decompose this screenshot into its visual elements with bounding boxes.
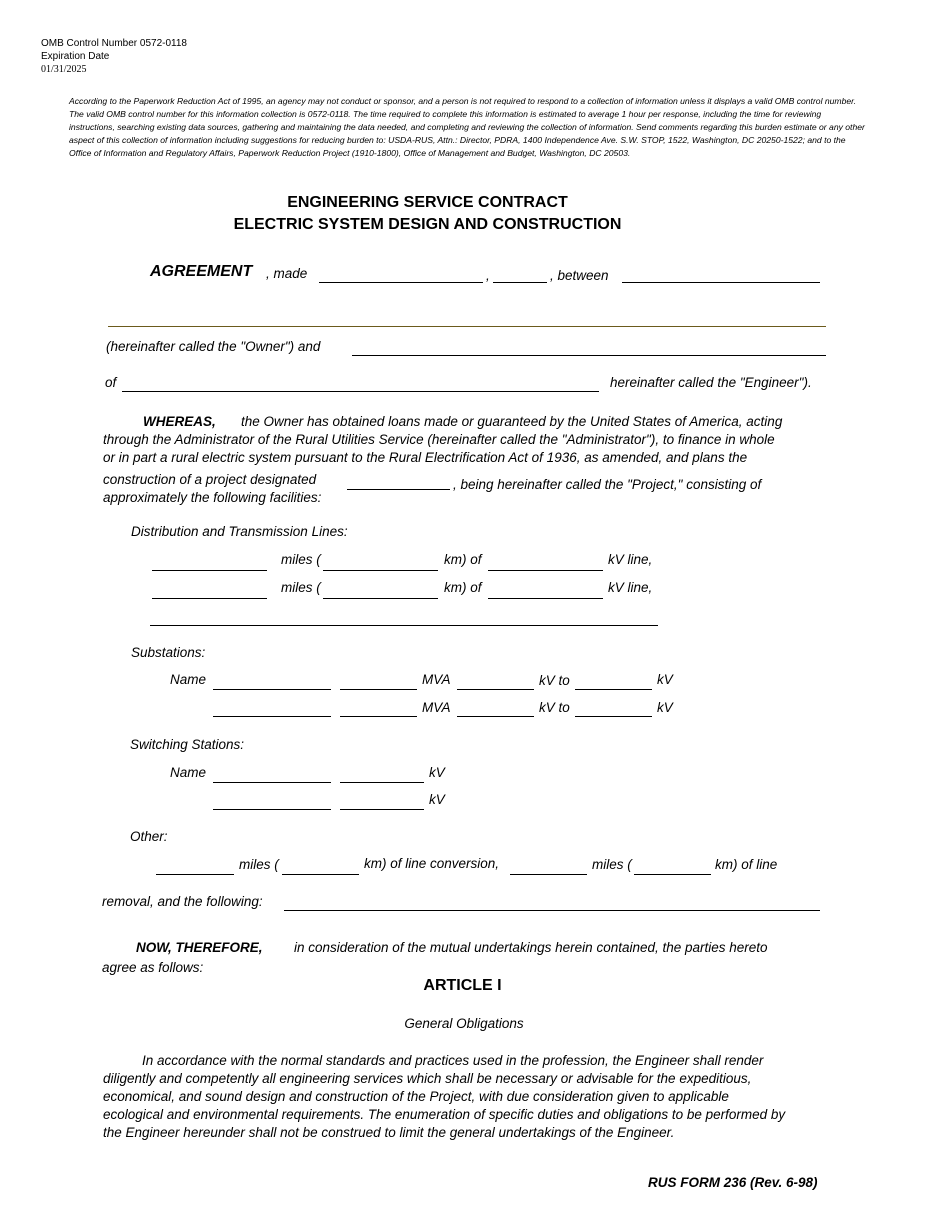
- line1-km-field[interactable]: [323, 570, 438, 571]
- conversion-miles-field[interactable]: [156, 874, 234, 875]
- removal-km-field[interactable]: [634, 874, 711, 875]
- removal-miles-label: miles (: [592, 857, 632, 872]
- conversion-miles-label: miles (: [239, 857, 279, 872]
- switching-heading: Switching Stations:: [130, 737, 245, 752]
- title-line-1: ENGINEERING SERVICE CONTRACT: [287, 194, 568, 211]
- removal-miles-field[interactable]: [510, 874, 587, 875]
- article-title: ARTICLE I: [423, 977, 502, 994]
- line1-miles-field[interactable]: [152, 570, 267, 571]
- switching1-name-field[interactable]: [213, 782, 331, 783]
- engineer-name-field[interactable]: [352, 355, 826, 356]
- substation2-name-field[interactable]: [213, 716, 331, 717]
- switching2-name-field[interactable]: [213, 809, 331, 810]
- substation2-kv-to-label: kV to: [539, 700, 570, 715]
- expiration-date: 01/31/2025: [41, 64, 87, 75]
- distribution-heading: Distribution and Transmission Lines:: [131, 524, 348, 539]
- substation1-name-field[interactable]: [213, 689, 331, 690]
- other-facilities-field[interactable]: [284, 910, 820, 911]
- substations-heading: Substations:: [131, 645, 206, 660]
- substation1-kv-from-field[interactable]: [457, 689, 534, 690]
- substation1-kv-to-label: kV to: [539, 673, 570, 688]
- other-heading: Other:: [130, 829, 168, 844]
- whereas-line-5: approximately the following facilities:: [103, 490, 322, 505]
- substation1-kv-label: kV: [657, 672, 673, 687]
- whereas-line-4b: , being hereinafter called the "Project," consisting of: [453, 477, 762, 492]
- between-label: , between: [550, 268, 609, 283]
- distribution-extra-field[interactable]: [150, 625, 658, 626]
- switching1-kv-label: kV: [429, 765, 445, 780]
- line2-kv-field[interactable]: [488, 598, 603, 599]
- line1-kv-label: kV line,: [608, 552, 653, 567]
- article-body-line-5: the Engineer hereunder shall not be construed to limit the general undertakings of the Engineer.: [103, 1125, 675, 1140]
- project-designation-field[interactable]: [347, 489, 450, 490]
- agreement-date-field[interactable]: [319, 282, 483, 283]
- switching2-kv-label: kV: [429, 792, 445, 807]
- line1-km-label: km) of: [444, 552, 482, 567]
- owner-name-continued-field[interactable]: [108, 326, 826, 327]
- substation2-kv-from-field[interactable]: [457, 716, 534, 717]
- now-therefore-line-1: in consideration of the mutual undertakings herein contained, the parties hereto: [294, 940, 768, 955]
- article-body-line-4: ecological and environmental requirements. The enumeration of specific duties and obligations to be performed by: [103, 1107, 786, 1122]
- substation2-mva-field[interactable]: [340, 716, 417, 717]
- owner-label: (hereinafter called the "Owner") and: [106, 339, 321, 354]
- now-therefore-label: NOW, THEREFORE,: [136, 940, 263, 955]
- whereas-line-2: through the Administrator of the Rural Utilities Service (hereinafter called the "Administrator"), to finance in whole: [103, 432, 775, 447]
- substation2-kv-to-field[interactable]: [575, 716, 652, 717]
- whereas-line-1: the Owner has obtained loans made or guaranteed by the United States of America, acting: [241, 414, 783, 429]
- conversion-km-field[interactable]: [282, 874, 359, 875]
- paperwork-notice: According to the Paperwork Reduction Act of 1995, an agency may not conduct or sponsor, and a person is not required to respond to a collection of information unless it displays a valid OMB control number. The valid OMB control number for this information collection is 0572-0118. The time required to complete this information is estimated to average 1 hour per response, including the time for reviewing instructions, searching existing data sources, gathering and maintaining the data needed, and completing and reviewing the collection of information. Send comments regarding this burden estimate or any other aspect of this collection of information including suggestions for reducing burden to: USDA-RUS, Attn.: Director, PDRA, 1400 Independence Ave. S.W. STOP, 1522, Washington, DC 20250-1522; and to the Office of Information and Regulatory Affairs, Paperwork Reduction Project (1910-1800), Office of Management and Budget, Washington, DC 20503.: [69, 96, 865, 158]
- comma-label: ,: [486, 268, 490, 283]
- line1-miles-label: miles (: [281, 552, 321, 567]
- title-line-2: ELECTRIC SYSTEM DESIGN AND CONSTRUCTION: [233, 216, 622, 233]
- made-label: , made: [266, 266, 308, 281]
- line2-miles-field[interactable]: [152, 598, 267, 599]
- substation-name-label: Name: [170, 672, 207, 687]
- substation2-mva-label: MVA: [422, 700, 451, 715]
- agreement-label: AGREEMENT: [150, 263, 253, 280]
- article-subtitle: General Obligations: [404, 1016, 524, 1031]
- line2-miles-label: miles (: [281, 580, 321, 595]
- now-therefore-line-2: agree as follows:: [102, 960, 204, 975]
- line2-km-field[interactable]: [323, 598, 438, 599]
- whereas-label: WHEREAS,: [143, 414, 216, 429]
- line1-kv-field[interactable]: [488, 570, 603, 571]
- engineer-address-field[interactable]: [122, 391, 599, 392]
- omb-control-number: OMB Control Number 0572-0118: [41, 38, 187, 49]
- of-label: of: [105, 375, 117, 390]
- switching2-kv-field[interactable]: [340, 809, 424, 810]
- engineer-label: hereinafter called the "Engineer").: [610, 375, 812, 390]
- article-body-line-2: diligently and competently all engineering services which shall be necessary or advisable for the expeditious,: [103, 1071, 752, 1086]
- substation1-kv-to-field[interactable]: [575, 689, 652, 690]
- line2-km-label: km) of: [444, 580, 482, 595]
- conversion-km-label: km) of line conversion,: [364, 856, 500, 871]
- article-body-line-3: economical, and sound design and construction of the Project, with due consideration given to applicable: [103, 1089, 729, 1104]
- substation1-mva-label: MVA: [422, 672, 451, 687]
- substation2-kv-label: kV: [657, 700, 673, 715]
- whereas-line-4a: construction of a project designated: [103, 472, 317, 487]
- expiration-label: Expiration Date: [41, 51, 110, 62]
- switching1-kv-field[interactable]: [340, 782, 424, 783]
- form-number: RUS FORM 236 (Rev. 6-98): [648, 1175, 818, 1190]
- switching-name-label: Name: [170, 765, 207, 780]
- substation1-mva-field[interactable]: [340, 689, 417, 690]
- whereas-line-3: or in part a rural electric system pursuant to the Rural Electrification Act of 1936, as amended, and plans the: [103, 450, 748, 465]
- agreement-year-field[interactable]: [493, 282, 547, 283]
- owner-name-field[interactable]: [622, 282, 820, 283]
- removal-km-label: km) of line: [715, 857, 778, 872]
- line2-kv-label: kV line,: [608, 580, 653, 595]
- removal-label: removal, and the following:: [102, 894, 263, 909]
- article-body-line-1: In accordance with the normal standards and practices used in the profession, the Engineer shall render: [142, 1053, 764, 1068]
